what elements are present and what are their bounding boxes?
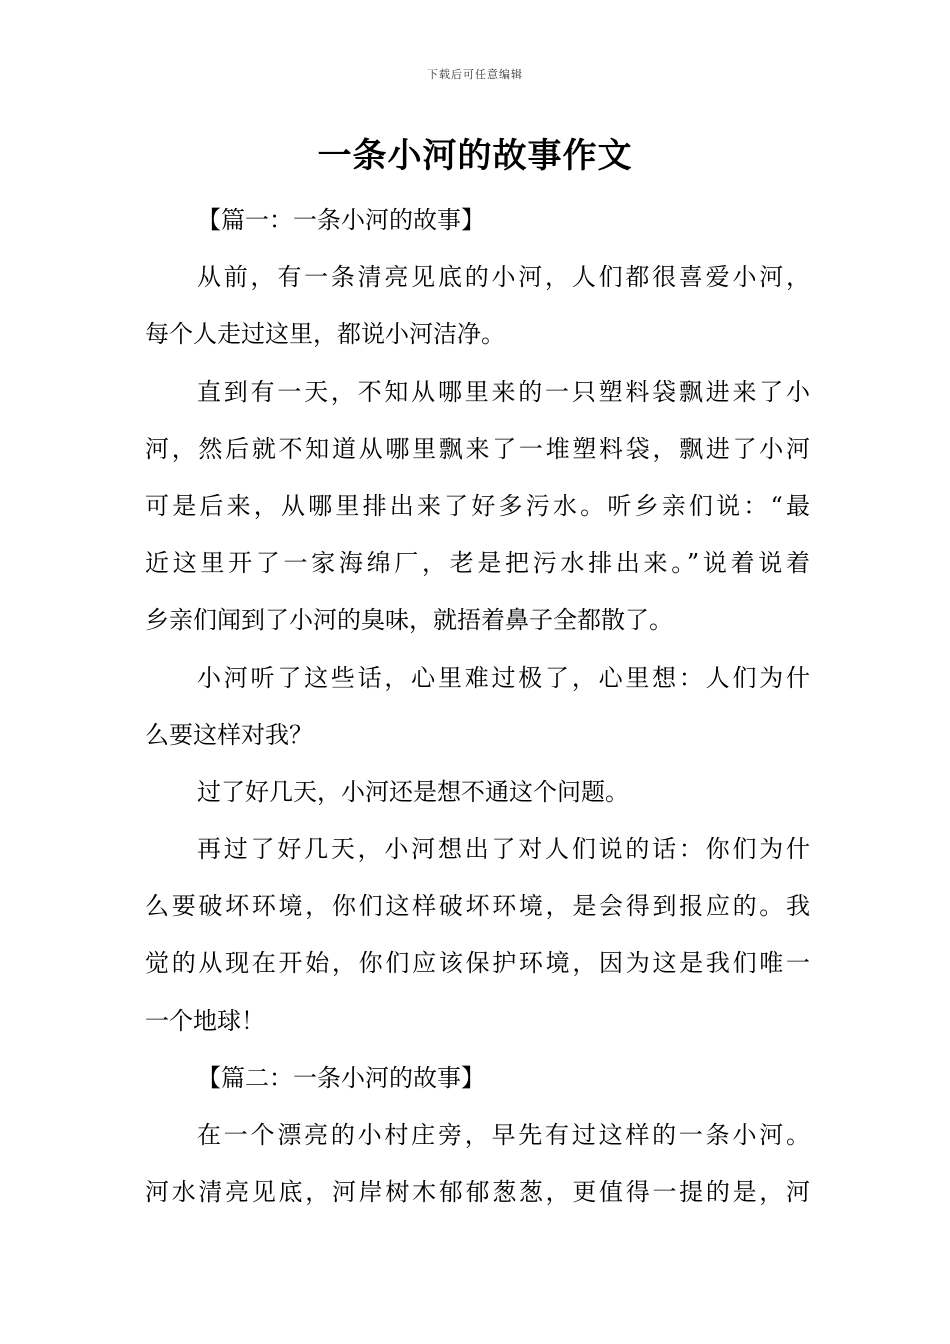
text-line: 么要这样对我？ xyxy=(145,720,313,749)
text-line: 觉的从现在开始，你们应该保护环境，因为这是我们唯一 xyxy=(145,949,810,978)
text-line: 从前，有一条清亮见底的小河，人们都很喜爱小河， xyxy=(197,263,810,292)
text-line: 河，然后就不知道从哪里飘来了一堆塑料袋，飘进了小河 xyxy=(145,434,810,463)
header-note: 下载后可任意编辑 xyxy=(427,68,523,81)
text-line: 【篇二：一条小河的故事】 xyxy=(197,1063,485,1092)
text-line: 河水清亮见底，河岸树木郁郁葱葱，更值得一提的是，河 xyxy=(145,1178,810,1207)
document-body xyxy=(145,192,810,1221)
document-title: 一条小河的故事作文 xyxy=(317,136,633,176)
text-line: 再过了好几天，小河想出了对人们说的话：你们为什 xyxy=(197,835,810,864)
text-line: 近这里开了一家海绵厂，老是把污水排出来。”说着说着 xyxy=(145,549,810,578)
text-line: 小河听了这些话，心里难过极了，心里想：人们为什 xyxy=(197,663,810,692)
text-line: 可是后来，从哪里排出来了好多污水。听乡亲们说：“最 xyxy=(145,491,810,520)
text-line: 一个地球！ xyxy=(145,1006,265,1035)
text-line: 在一个漂亮的小村庄旁，早先有过这样的一条小河。 xyxy=(197,1121,810,1149)
text-line: 直到有一天，不知从哪里来的一只塑料袋飘进来了小 xyxy=(197,377,810,406)
text-line: 过了好几天，小河还是想不通这个问题。 xyxy=(197,777,629,806)
text-line: 乡亲们闻到了小河的臭味，就捂着鼻子全都散了。 xyxy=(145,606,673,635)
text-line: 【篇一：一条小河的故事】 xyxy=(197,206,485,234)
text-line: 每个人走过这里，都说小河洁净。 xyxy=(145,320,505,349)
text-line: 么要破坏环境，你们这样破坏环境，是会得到报应的。我 xyxy=(145,892,810,921)
